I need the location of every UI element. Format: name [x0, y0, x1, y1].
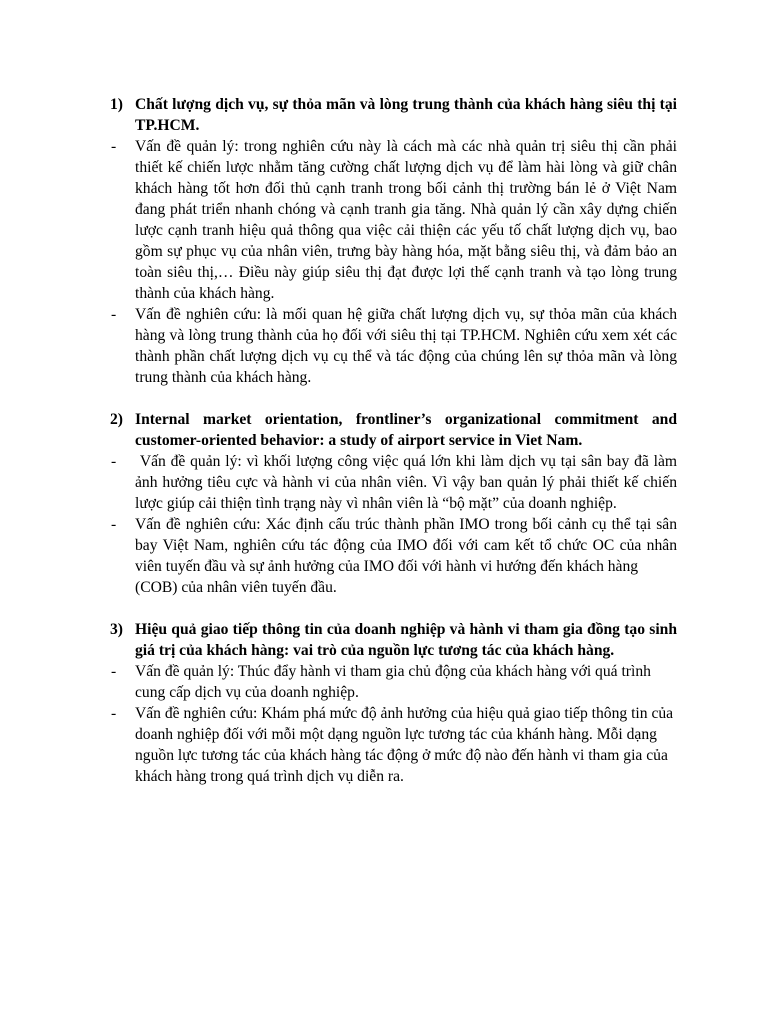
bullet-research-issue — [0, 304, 677, 388]
document-body — [0, 94, 768, 808]
bullet-management-issue — [0, 661, 677, 703]
bullet-text-continuation: (COB) của nhân viên tuyến đầu. — [135, 579, 337, 596]
bullet-text: Vấn đề quản lý: Thúc đẩy hành vi tham gia chủ động của khách hàng với quá trình cung cấp dịch vụ của doanh nghiệp. — [135, 663, 651, 701]
bullet-research-issue — [0, 514, 677, 598]
section-number: 3) — [110, 621, 123, 638]
bullet-dash: - — [111, 306, 117, 323]
section-number: 1) — [110, 96, 123, 113]
bullet-dash: - — [111, 663, 117, 680]
bullet-dash: - — [111, 516, 117, 533]
bullet-text: Vấn đề nghiên cứu: là mối quan hệ giữa chất lượng dịch vụ, sự thỏa mãn của khách hàng và lòng trung thành của họ đối với siêu thị tại TP.HCM. Nghiên cứu xem xét các thành phần chất lượng dịch vụ cụ thể và tác động của chúng lên sự thỏa mãn và lòng trung thành của khách hàng. — [135, 306, 677, 386]
bullet-text: Vấn đề nghiên cứu: Xác định cấu trúc thành phần IMO trong bối cảnh cụ thể tại sân bay Việt Nam, nghiên cứu tác động của IMO đối với cam kết tổ chức OC của nhân viên tuyến đầu và sự ảnh hưởng của IMO đối với hành vi hướng đến khách hàng — [135, 516, 677, 575]
section-3 — [0, 619, 768, 787]
section-heading — [0, 94, 677, 136]
bullet-text: Vấn đề quản lý: trong nghiên cứu này là cách mà các nhà quản trị siêu thị cần phải thiết kế chiến lược nhằm tăng cường chất lượng dịch vụ để làm hài lòng và giữ chân khách hàng tốt hơn đối thủ cạnh tranh trong bối cảnh thị trường bán lẻ ở Việt Nam đang phát triển nhanh chóng và cạnh tranh gia tăng. Nhà quản lý cần xây dựng chiến lược cạnh tranh hiệu quả thông qua việc cải thiện các yếu tố chất lượng dịch vụ, bao gồm sự phục vụ của nhân viên, trưng bày hàng hóa, mặt bằng siêu thị, và đảm bảo an toàn siêu thị,… Điều này giúp siêu thị đạt được lợi thế cạnh tranh và tạo lòng trung thành của khách hàng. — [135, 138, 677, 302]
bullet-management-issue — [0, 451, 681, 514]
section-title: Internal market orientation, frontliner’s organizational commitment and customer-oriented behavior: a study of airport service in Viet Nam. — [135, 411, 677, 449]
bullet-management-issue — [0, 136, 677, 304]
section-2 — [0, 409, 768, 598]
section-heading — [0, 619, 677, 661]
bullet-dash: - — [111, 705, 117, 722]
section-title: Hiệu quả giao tiếp thông tin của doanh nghiệp và hành vi tham gia đồng tạo sinh giá trị của khách hàng: vai trò của nguồn lực tương tác của khách hàng. — [135, 621, 677, 659]
section-heading — [0, 409, 677, 451]
bullet-text: Vấn đề nghiên cứu: Khám phá mức độ ảnh hưởng của hiệu quả giao tiếp thông tin của doanh nghiệp đối với mỗi một dạng nguồn lực tương tác của khánh hàng. Mỗi dạng nguồn lực tương tác của khách hàng tác động ở mức độ nào đến hành vi tham gia của khách hàng trong quá trình dịch vụ diễn ra. — [135, 705, 674, 785]
bullet-dash: - — [111, 138, 117, 155]
section-title: Chất lượng dịch vụ, sự thỏa mãn và lòng trung thành của khách hàng siêu thị tại TP.HCM. — [135, 96, 677, 134]
bullet-dash: - — [111, 453, 117, 470]
bullet-research-issue — [0, 703, 677, 787]
section-number: 2) — [110, 411, 123, 428]
section-1 — [0, 94, 768, 388]
bullet-text: Vấn đề quản lý: vì khối lượng công việc quá lớn khi làm dịch vụ tại sân bay đã làm ảnh hưởng tiêu cực và hành vi của nhân viên. Vì vậy ban quản lý phải thiết kế chiến lược giúp cải thiện tình trạng này vì nhân viên là “bộ mặt” của doanh nghiệp. — [135, 453, 681, 512]
